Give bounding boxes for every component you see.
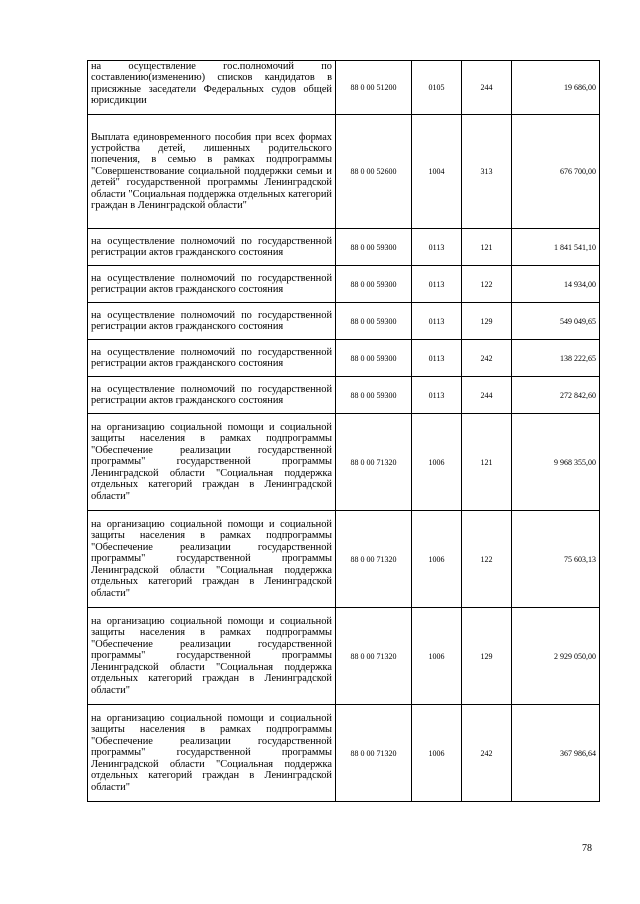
description-cell: на организацию социальной помощи и социальной защиты населения в рамках подпрограммы "Обеспечение реализации государственной программы" государственной программы Ленинградской области "Социальная поддержка отдельных категорий граждан в Ленинградской области" — [88, 414, 336, 511]
description-cell: на осуществление полномочий по государственной регистрации актов гражданского состояния — [88, 377, 336, 414]
amount-cell: 9 968 355,00 — [512, 414, 600, 511]
section-code-cell: 0113 — [412, 340, 462, 377]
table-row — [88, 511, 600, 608]
table-row — [88, 229, 600, 266]
amount-cell: 1 841 541,10 — [512, 229, 600, 266]
expense-type-cell: 121 — [462, 414, 512, 511]
amount-cell: 75 603,13 — [512, 511, 600, 608]
page-number: 78 — [582, 843, 592, 854]
amount-cell: 367 986,64 — [512, 705, 600, 802]
description-cell: на осуществление полномочий по государственной регистрации актов гражданского состояния — [88, 266, 336, 303]
expense-type-cell: 244 — [462, 61, 512, 115]
amount-cell: 19 686,00 — [512, 61, 600, 115]
target-article-cell: 88 0 00 52600 — [336, 115, 412, 229]
budget-table-body — [88, 61, 600, 802]
target-article-cell: 88 0 00 71320 — [336, 608, 412, 705]
table-row — [88, 377, 600, 414]
amount-cell: 2 929 050,00 — [512, 608, 600, 705]
table-row — [88, 303, 600, 340]
expense-type-cell: 129 — [462, 608, 512, 705]
section-code-cell: 0113 — [412, 303, 462, 340]
table-row — [88, 61, 600, 115]
amount-cell: 549 049,65 — [512, 303, 600, 340]
description-cell: на осуществление полномочий по государственной регистрации актов гражданского состояния — [88, 340, 336, 377]
target-article-cell: 88 0 00 59300 — [336, 266, 412, 303]
table-row — [88, 115, 600, 229]
description-cell: на организацию социальной помощи и социальной защиты населения в рамках подпрограммы "Обеспечение реализации государственной программы" государственной программы Ленинградской области "Социальная поддержка отдельных категорий граждан в Ленинградской области" — [88, 511, 336, 608]
section-code-cell: 0113 — [412, 377, 462, 414]
amount-cell: 14 934,00 — [512, 266, 600, 303]
description-cell: на организацию социальной помощи и социальной защиты населения в рамках подпрограммы "Обеспечение реализации государственной программы" государственной программы Ленинградской области "Социальная поддержка отдельных категорий граждан в Ленинградской области" — [88, 705, 336, 802]
expense-type-cell: 122 — [462, 266, 512, 303]
amount-cell: 272 842,60 — [512, 377, 600, 414]
expense-type-cell: 313 — [462, 115, 512, 229]
amount-cell: 138 222,65 — [512, 340, 600, 377]
amount-cell: 676 700,00 — [512, 115, 600, 229]
section-code-cell: 1004 — [412, 115, 462, 229]
expense-type-cell: 244 — [462, 377, 512, 414]
expense-type-cell: 129 — [462, 303, 512, 340]
expense-type-cell: 122 — [462, 511, 512, 608]
section-code-cell: 0105 — [412, 61, 462, 115]
section-code-cell: 0113 — [412, 266, 462, 303]
description-cell: Выплата единовременного пособия при всех формах устройства детей, лишенных родительского попечения, в семью в рамках подпрограммы "Совершенствование социальной поддержки семьи и детей" государственной программы Ленинградской области "Социальная поддержка отдельных категорий граждан в Ленинградской области" — [88, 115, 336, 229]
target-article-cell: 88 0 00 59300 — [336, 303, 412, 340]
target-article-cell: 88 0 00 71320 — [336, 414, 412, 511]
table-row — [88, 340, 600, 377]
expense-type-cell: 242 — [462, 340, 512, 377]
description-cell: на осуществление полномочий по государственной регистрации актов гражданского состояния — [88, 229, 336, 266]
section-code-cell: 0113 — [412, 229, 462, 266]
target-article-cell: 88 0 00 59300 — [336, 229, 412, 266]
description-cell: на организацию социальной помощи и социальной защиты населения в рамках подпрограммы "Обеспечение реализации государственной программы" государственной программы Ленинградской области "Социальная поддержка отдельных категорий граждан в Ленинградской области" — [88, 608, 336, 705]
target-article-cell: 88 0 00 71320 — [336, 705, 412, 802]
description-cell: на осуществление гос.полномочий по составлению(изменению) списков кандидатов в присяжные заседатели Федеральных судов общей юрисдикции — [88, 61, 336, 115]
target-article-cell: 88 0 00 51200 — [336, 61, 412, 115]
target-article-cell: 88 0 00 71320 — [336, 511, 412, 608]
table-row — [88, 266, 600, 303]
description-cell: на осуществление полномочий по государственной регистрации актов гражданского состояния — [88, 303, 336, 340]
section-code-cell: 1006 — [412, 705, 462, 802]
expense-type-cell: 121 — [462, 229, 512, 266]
section-code-cell: 1006 — [412, 608, 462, 705]
budget-table — [87, 60, 600, 802]
target-article-cell: 88 0 00 59300 — [336, 340, 412, 377]
section-code-cell: 1006 — [412, 414, 462, 511]
table-row — [88, 414, 600, 511]
section-code-cell: 1006 — [412, 511, 462, 608]
table-row — [88, 705, 600, 802]
target-article-cell: 88 0 00 59300 — [336, 377, 412, 414]
expense-type-cell: 242 — [462, 705, 512, 802]
table-row — [88, 608, 600, 705]
